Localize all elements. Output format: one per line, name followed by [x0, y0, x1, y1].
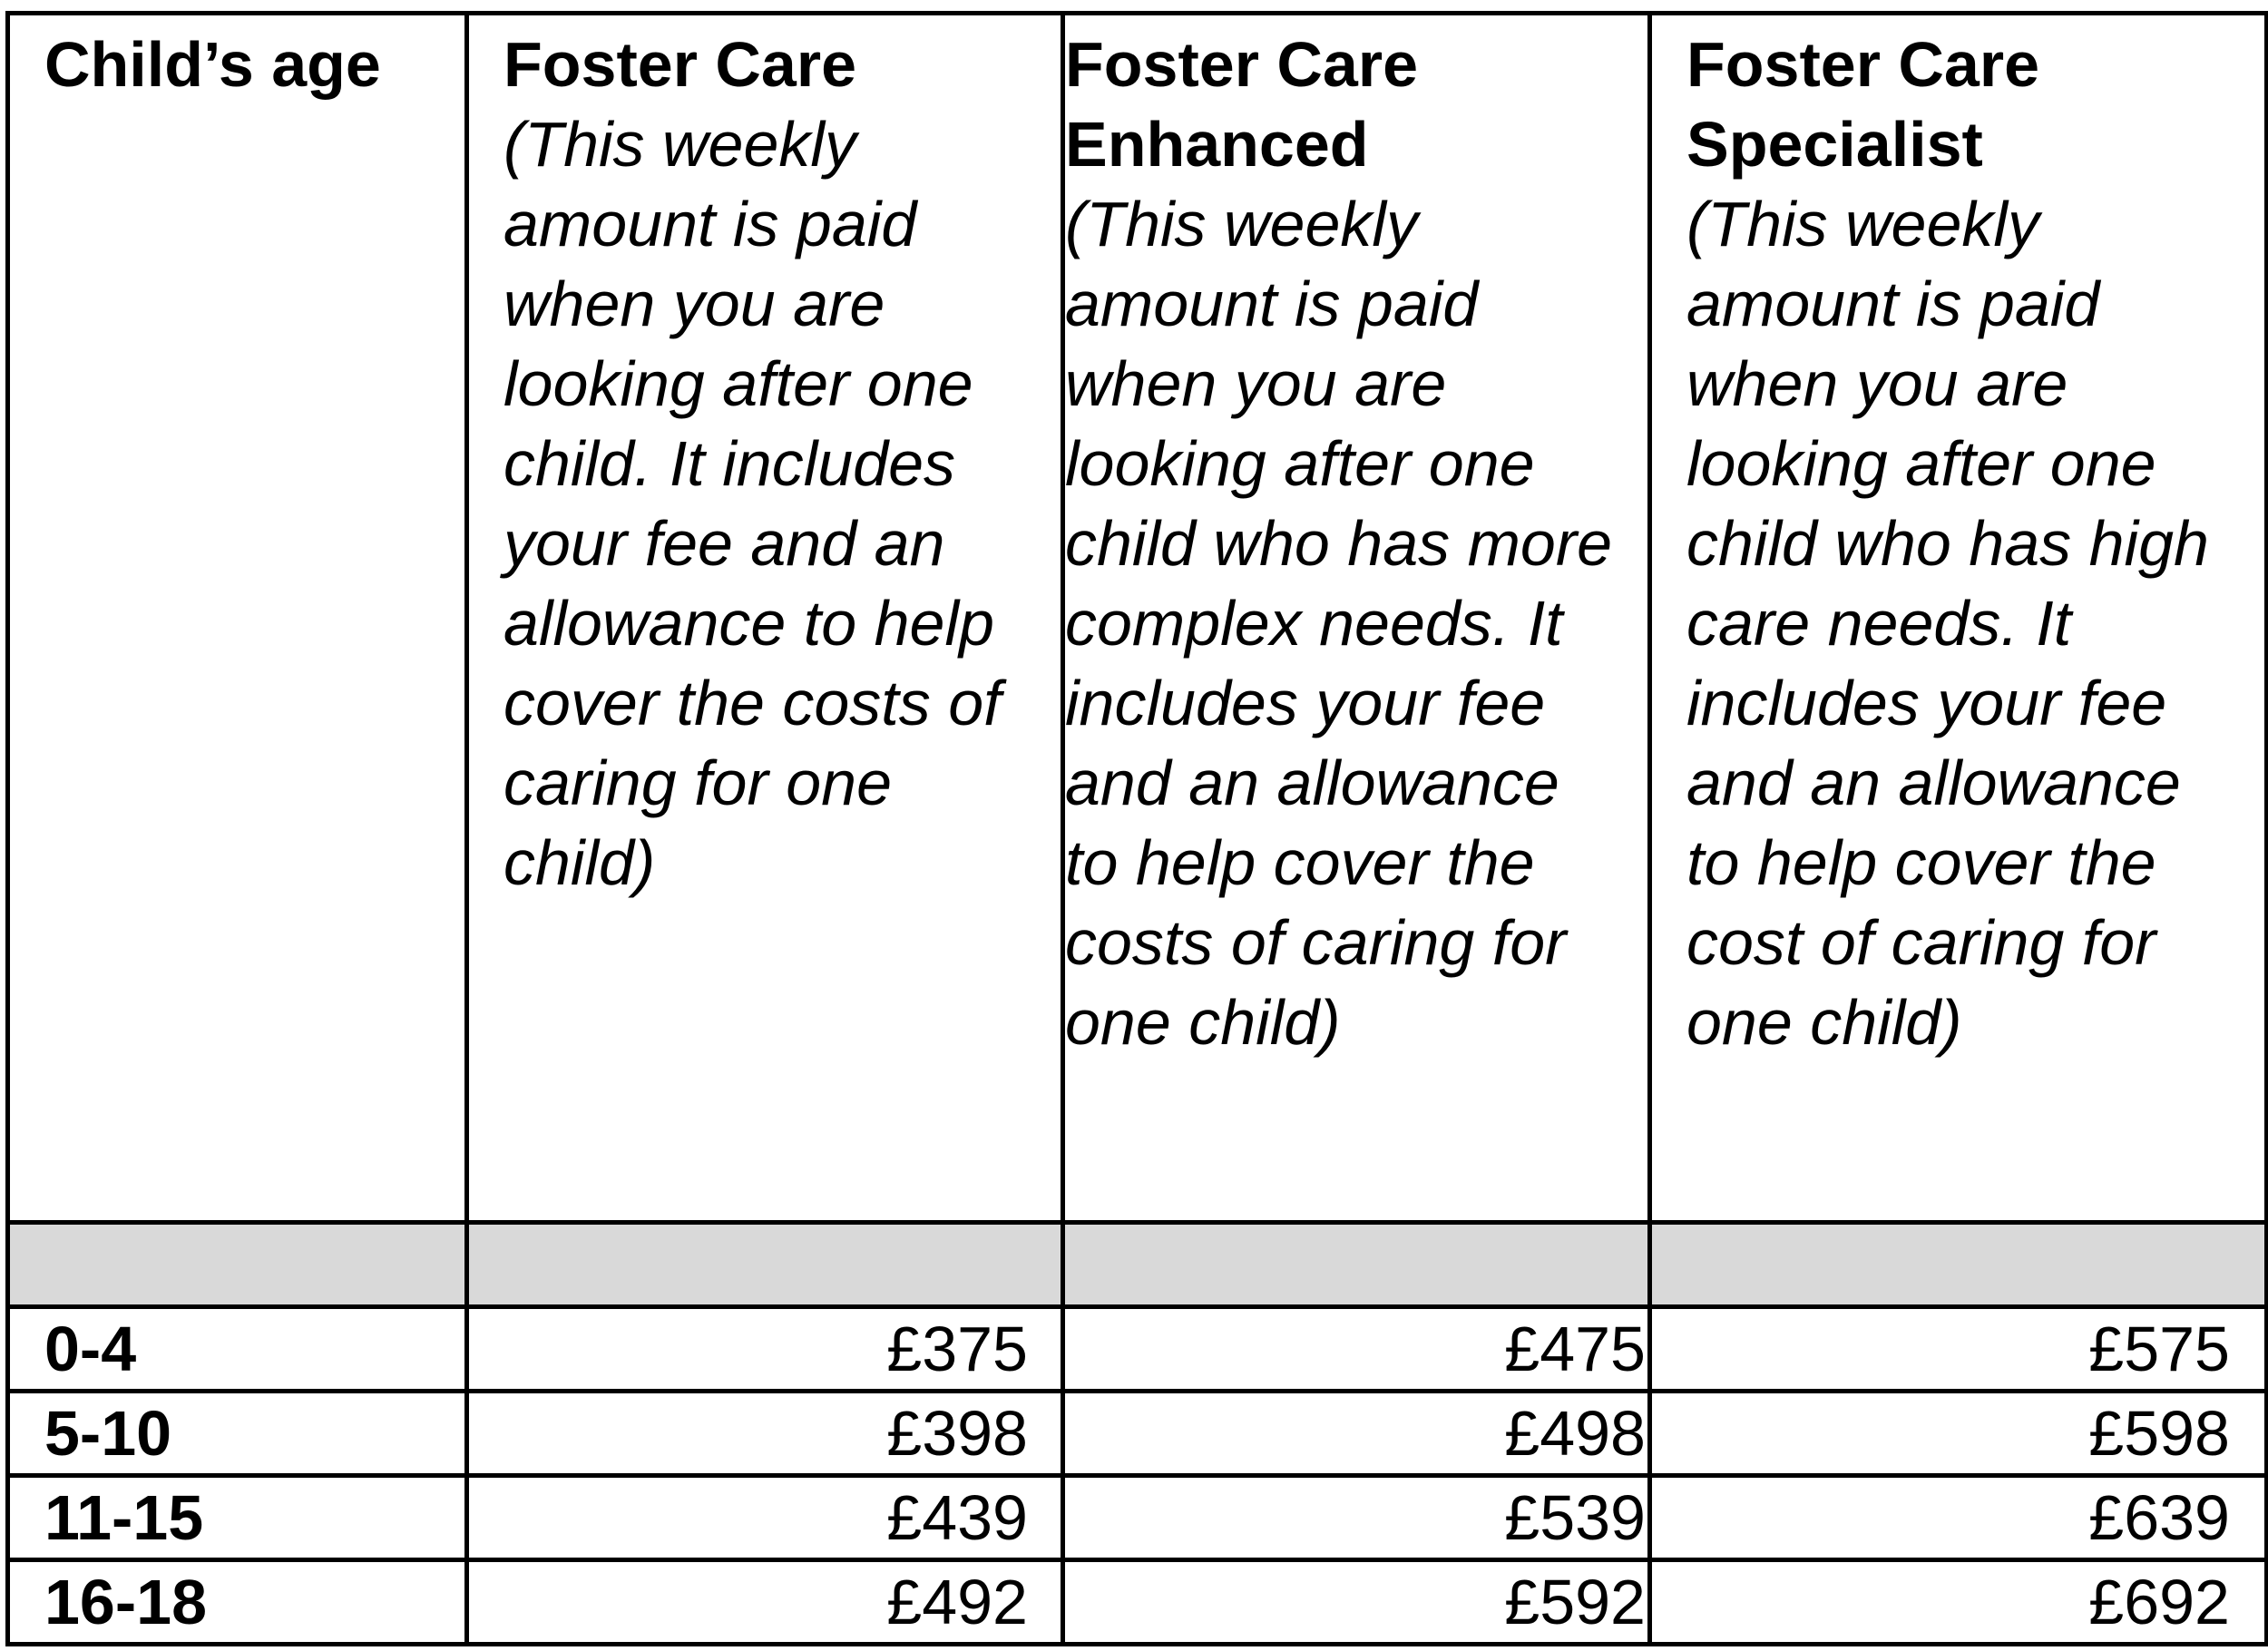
header-title: Foster Care Enhanced	[1065, 29, 1419, 180]
foster-care-rates-table	[5, 11, 2268, 1646]
specialist-amount: £692	[1650, 1560, 2267, 1645]
enhanced-amount: £475	[1063, 1307, 1650, 1392]
foster-care-amount: £492	[467, 1560, 1063, 1645]
age-cell: 16-18	[8, 1560, 467, 1645]
header-childs-age	[8, 14, 467, 1223]
foster-care-amount: £439	[467, 1476, 1063, 1560]
table-row	[8, 1476, 2267, 1560]
age-cell: 0-4	[8, 1307, 467, 1392]
specialist-amount: £598	[1650, 1392, 2267, 1476]
enhanced-amount: £498	[1063, 1392, 1650, 1476]
header-description: (This weekly amount is paid when you are looking after one child who has more complex needs. It includes your fee and an allowance to help cover the costs of caring for one child)	[1065, 189, 1613, 1058]
header-row	[8, 14, 2267, 1223]
header-title: Foster Care Specialist	[1686, 29, 2040, 180]
table-row	[8, 1392, 2267, 1476]
header-title: Child’s age	[44, 29, 381, 100]
spacer-cell	[8, 1223, 467, 1307]
header-foster-care-enhanced	[1063, 14, 1650, 1223]
age-cell: 11-15	[8, 1476, 467, 1560]
table-row	[8, 1560, 2267, 1645]
spacer-row	[8, 1223, 2267, 1307]
foster-care-amount: £398	[467, 1392, 1063, 1476]
foster-care-amount: £375	[467, 1307, 1063, 1392]
spacer-cell	[467, 1223, 1063, 1307]
table-row	[8, 1307, 2267, 1392]
header-foster-care	[467, 14, 1063, 1223]
header-description: (This weekly amount is paid when you are looking after one child who has high care needs. It includes your fee and an allowance to help cover the cost of caring for one child)	[1686, 189, 2209, 1058]
specialist-amount: £639	[1650, 1476, 2267, 1560]
specialist-amount: £575	[1650, 1307, 2267, 1392]
header-foster-care-specialist	[1650, 14, 2267, 1223]
spacer-cell	[1650, 1223, 2267, 1307]
enhanced-amount: £539	[1063, 1476, 1650, 1560]
enhanced-amount: £592	[1063, 1560, 1650, 1645]
header-title: Foster Care	[503, 29, 857, 100]
spacer-cell	[1063, 1223, 1650, 1307]
age-cell: 5-10	[8, 1392, 467, 1476]
header-description: (This weekly amount is paid when you are looking after one child. It includes your fee and an allowance to help cover the costs of caring for one child)	[503, 109, 1002, 898]
